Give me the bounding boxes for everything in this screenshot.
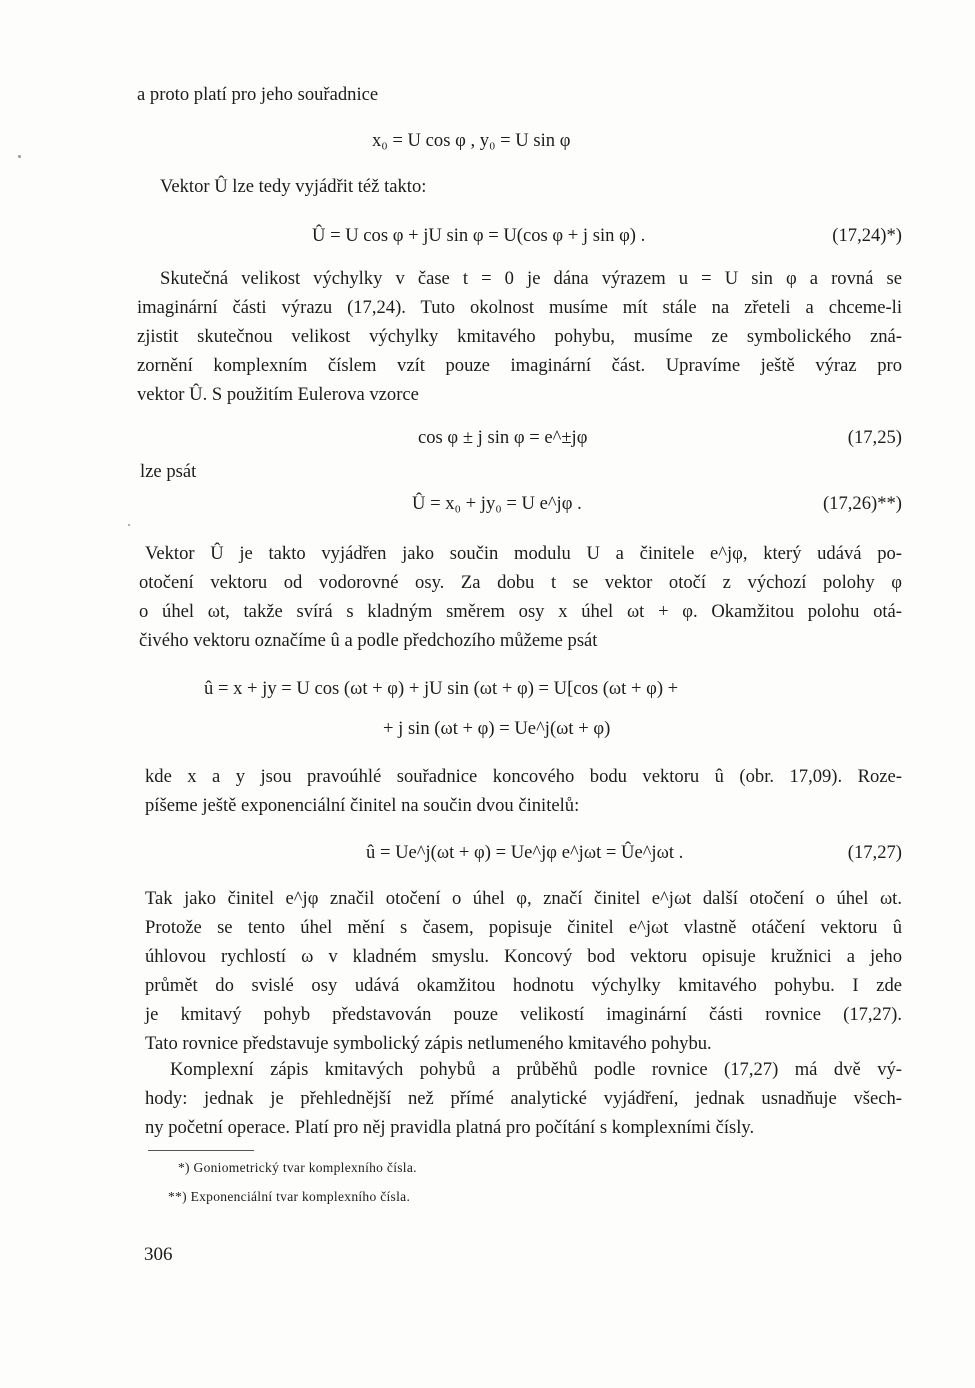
equation-17-27: û = Ue^j(ωt + φ) = Ue^jφ e^jωt = Ûe^jωt .	[366, 842, 684, 863]
paragraph-line: zjistit skutečnou velikost výchylky kmitavého pohybu, musíme ze symbolického zná-	[137, 326, 902, 347]
equation-17-24: Û = U cos φ + jU sin φ = U(cos φ + j sin φ) .	[312, 225, 646, 246]
equation-u-line2: + j sin (ωt + φ) = Ue^j(ωt + φ)	[383, 718, 611, 739]
paragraph-line: je kmitavý pohyb představován pouze velikostí imaginární části rovnice (17,27).	[145, 1004, 902, 1025]
paragraph-line: Skutečná velikost výchylky v čase t = 0 je dána výrazem u = U sin φ a rovná se	[160, 268, 902, 289]
equation-17-26: Û = x₀ + jy₀ = U e^jφ .	[412, 493, 582, 514]
paragraph-line: úhlovou rychlostí ω v kladném smyslu. Koncový bod vektoru opisuje kružnici a jeho	[145, 946, 902, 967]
paragraph-line: Komplexní zápis kmitavých pohybů a průběhů podle rovnice (17,27) má dvě vý-	[170, 1059, 902, 1080]
paragraph-line: ny početní operace. Platí pro něj pravidla platná pro počítání s komplexními čísly.	[145, 1117, 755, 1138]
equation-number-17-27: (17,27)	[847, 842, 902, 863]
footnote-1: *) Goniometrický tvar komplexního čísla.	[178, 1160, 417, 1175]
footnote-2: **) Exponenciální tvar komplexního čísla.	[168, 1189, 411, 1204]
paragraph-line: hody: jednak je přehlednější než přímé analytické vyjádření, jednak usnadňuje všech-	[145, 1088, 902, 1109]
paragraph-line: Tato rovnice představuje symbolický zápis netlumeného kmitavého pohybu.	[145, 1033, 712, 1054]
paragraph-line: Tak jako činitel e^jφ značil otočení o úhel φ, značí činitel e^jωt další otočení o úhel ωt.	[145, 888, 902, 909]
paragraph-line: kde x a y jsou pravoúhlé souřadnice koncového bodu vektoru û (obr. 17,09). Roze-	[145, 766, 902, 787]
equation-number-17-24: (17,24)*)	[832, 225, 902, 246]
equation-number-17-26: (17,26)**)	[822, 493, 902, 514]
paragraph-line: o úhel ωt, takže svírá s kladným směrem osy x úhel ωt + φ. Okamžitou polohu otá-	[139, 601, 902, 622]
paragraph-line: zornění komplexním číslem vzít pouze imaginární část. Upravíme ještě výraz pro	[137, 355, 902, 376]
paragraph-line: čivého vektoru označíme û a podle předchozího můžeme psát	[139, 630, 598, 651]
equation-coordinates: x₀ = U cos φ , y₀ = U sin φ	[372, 130, 571, 151]
paragraph-line: Vektor Û je takto vyjádřen jako součin modulu U a činitele e^jφ, který udává po-	[145, 543, 902, 564]
intro-line: a proto platí pro jeho souřadnice	[137, 84, 379, 105]
paragraph-line: imaginární části výrazu (17,24). Tuto okolnost musíme mít stále na zřeteli a chceme-li	[137, 297, 902, 318]
paragraph-line: otočení vektoru od vodorovné osy. Za dobu t se vektor otočí z výchozí polohy φ	[139, 572, 902, 593]
scan-speck	[128, 524, 130, 526]
scan-speck	[18, 155, 21, 158]
page-number: 306	[144, 1244, 173, 1265]
equation-u-line1: û = x + jy = U cos (ωt + φ) + jU sin (ωt + φ) = U[cos (ωt + φ) +	[204, 678, 679, 699]
paragraph-line: Protože se tento úhel mění s časem, popisuje činitel e^jωt vlastně otáčení vektoru û	[145, 917, 902, 938]
lze-psat: lze psát	[140, 461, 197, 482]
equation-17-25: cos φ ± j sin φ = e^±jφ	[418, 427, 588, 448]
footnote-divider	[148, 1150, 254, 1151]
paragraph-line: průmět do svislé osy udává okamžitou hodnotu výchylky kmitavého pohybu. I zde	[145, 975, 902, 996]
equation-number-17-25: (17,25)	[847, 427, 902, 448]
vector-line: Vektor Û lze tedy vyjádřit též takto:	[160, 176, 427, 197]
paragraph-line: píšeme ještě exponenciální činitel na součin dvou činitelů:	[145, 795, 580, 816]
paragraph-line: vektor Û. S použitím Eulerova vzorce	[137, 384, 419, 405]
